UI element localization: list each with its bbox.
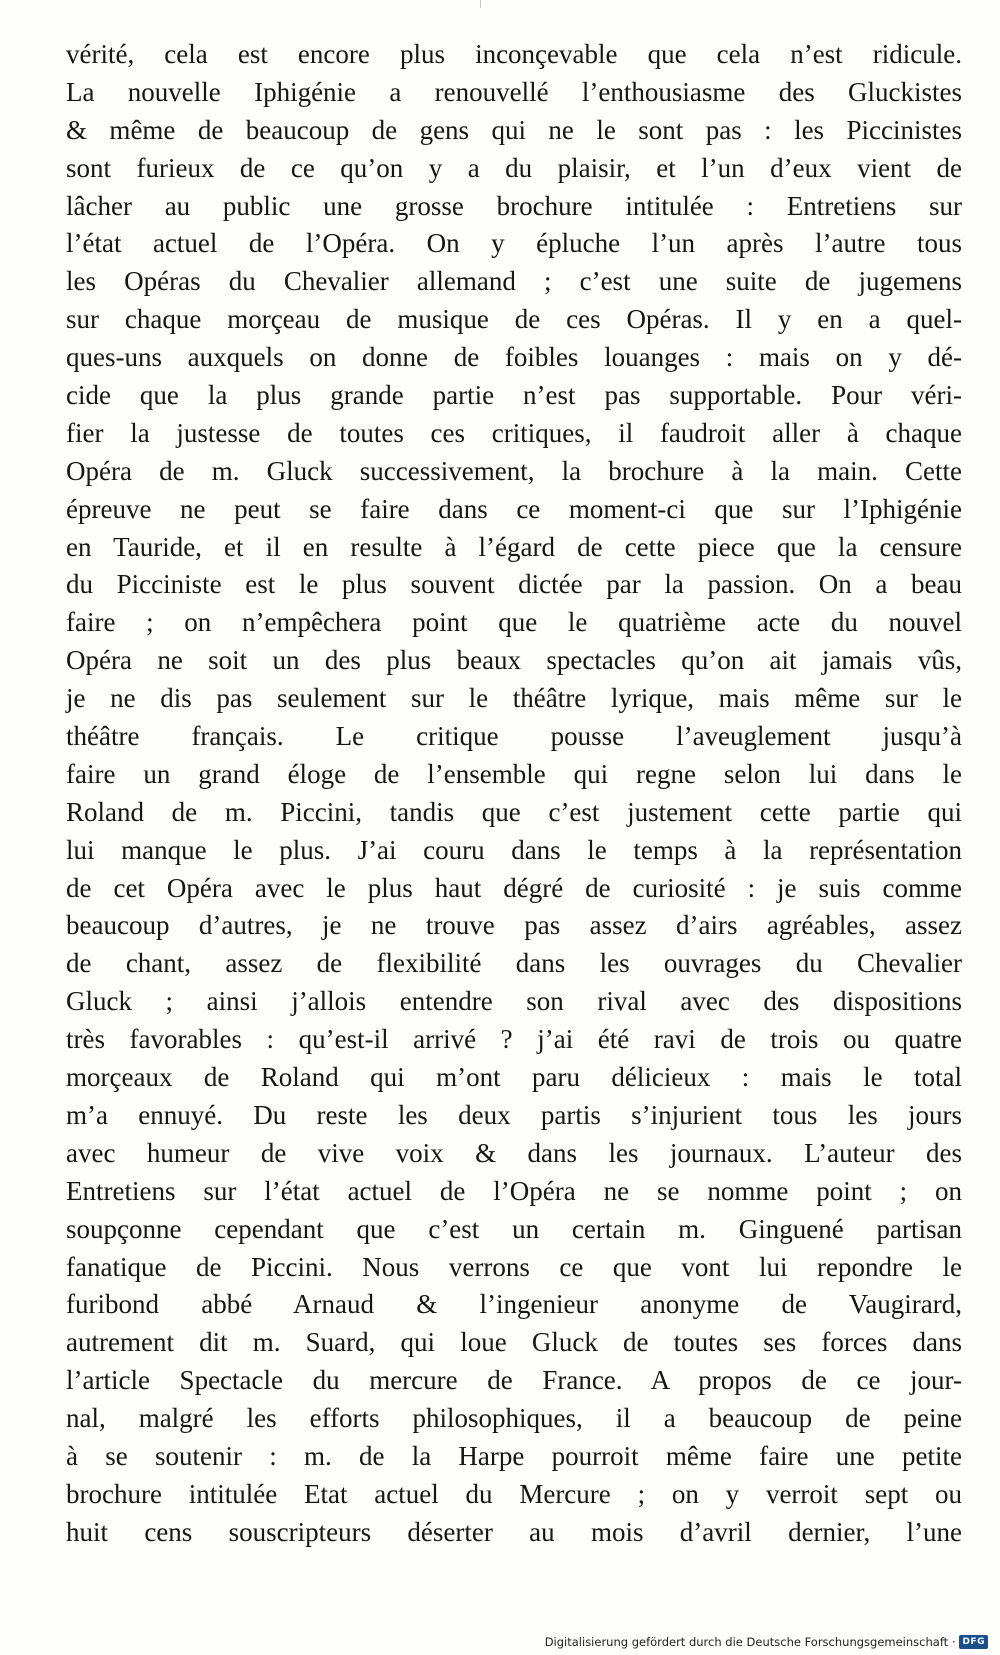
dfg-logo: DFG: [959, 1635, 988, 1649]
text-line: m’a ennuyé. Du reste les deux partis s’injurient tous les jours: [66, 1099, 962, 1130]
text-line: Opéra ne soit un des plus beaux spectacles qu’on ait jamais vûs,: [66, 645, 962, 676]
text-line: vérité, cela est encore plus inconçevable que cela n’est ridicule.: [66, 39, 962, 69]
text-line: l’état actuel de l’Opéra. On y épluche l’un après l’autre tous: [66, 228, 962, 259]
text-line: épreuve ne peut se faire dans ce moment-ci que sur l’Iphigénie: [66, 493, 962, 524]
text-line: je ne dis pas seulement sur le théâtre lyrique, mais même sur le: [66, 683, 962, 714]
text-line: de chant, assez de flexibilité dans les ouvrages du Chevalier: [66, 948, 962, 979]
text-line: faire un grand éloge de l’ensemble qui regne selon lui dans le: [66, 758, 962, 789]
text-line: sur chaque morçeau de musique de ces Opéras. Il y en a quel-: [66, 304, 962, 335]
text-line: huit cens souscripteurs déserter au mois d’avril dernier, l’une: [66, 1516, 962, 1547]
text-line: lâcher au public une grosse brochure intitulée : Entretiens sur: [66, 190, 962, 221]
text-line: très favorables : qu’est-il arrivé ? j’ai été ravi de trois ou quatre: [66, 1024, 962, 1055]
text-line: théâtre français. Le critique pousse l’aveuglement jusqu’à: [66, 721, 962, 752]
text-line: faire ; on n’empêchera point que le quatrième acte du nouvel: [66, 607, 962, 638]
text-line: soupçonne cependant que c’est un certain m. Ginguené partisan: [66, 1213, 962, 1244]
text-line: & même de beaucoup de gens qui ne le sont pas : les Piccinistes: [66, 114, 962, 145]
text-line: La nouvelle Iphigénie a renouvellé l’enthousiasme des Gluckistes: [66, 76, 962, 107]
text-line: beaucoup d’autres, je ne trouve pas assez d’airs agréables, assez: [66, 910, 962, 941]
text-line: avec humeur de vive voix & dans les journaux. L’auteur des: [66, 1137, 962, 1168]
text-line: l’article Spectacle du mercure de France. A propos de ce jour-: [66, 1365, 962, 1396]
text-line: en Tauride, et il en resulte à l’égard de cette piece que la censure: [66, 531, 962, 562]
text-line: nal, malgré les efforts philosophiques, il a beaucoup de peine: [66, 1403, 962, 1434]
digitization-credit: [545, 1635, 988, 1649]
text-line: Gluck ; ainsi j’allois entendre son rival avec des dispositions: [66, 986, 962, 1017]
text-line: autrement dit m. Suard, qui loue Gluck de toutes ses forces dans: [66, 1327, 962, 1358]
text-line: ques-uns auxquels on donne de foibles louanges : mais on y dé-: [66, 342, 962, 373]
credit-text: Digitalisierung gefördert durch die Deutsche Forschungsgemeinschaft ·: [544, 1635, 956, 1649]
text-line: fier la justesse de toutes ces critiques, il faudroit aller à chaque: [66, 417, 962, 448]
text-line: fanatique de Piccini. Nous verrons ce que vont lui repondre le: [66, 1251, 962, 1282]
text-line: Opéra de m. Gluck successivement, la brochure à la main. Cette: [66, 455, 962, 486]
scan-edge-mark: [480, 0, 481, 8]
text-line: cide que la plus grande partie n’est pas supportable. Pour véri-: [66, 380, 962, 411]
text-line: à se soutenir : m. de la Harpe pourroit même faire une petite: [66, 1440, 962, 1471]
text-line: brochure intitulée Etat actuel du Mercure ; on y verroit sept ou: [66, 1478, 962, 1509]
text-line: les Opéras du Chevalier allemand ; c’est une suite de jugemens: [66, 266, 962, 297]
text-line: lui manque le plus. J’ai couru dans le temps à la représentation: [66, 834, 962, 865]
text-line: Entretiens sur l’état actuel de l’Opéra ne se nomme point ; on: [66, 1175, 962, 1206]
text-line: de cet Opéra avec le plus haut dégré de curiosité : je suis comme: [66, 872, 962, 903]
text-line: morçeaux de Roland qui m’ont paru délicieux : mais le total: [66, 1062, 962, 1093]
text-line: Roland de m. Piccini, tandis que c’est justement cette partie qui: [66, 796, 962, 827]
text-line: furibond abbé Arnaud & l’ingenieur anonyme de Vaugirard,: [66, 1289, 962, 1320]
body-text: [66, 36, 962, 1552]
text-line: sont furieux de ce qu’on y a du plaisir, et l’un d’eux vient de: [66, 152, 962, 183]
text-line: du Picciniste est le plus souvent dictée par la passion. On a beau: [66, 569, 962, 600]
